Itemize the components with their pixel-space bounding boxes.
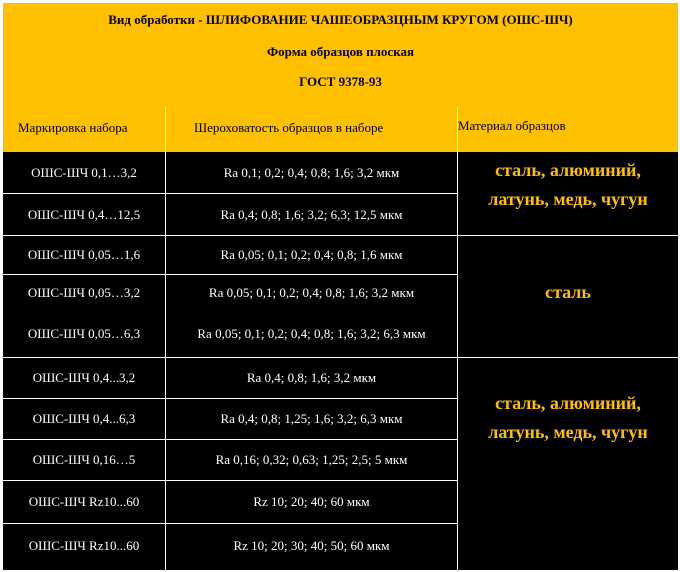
table-row-marking: ОШС-ШЧ 0,4…12,5 xyxy=(27,206,141,222)
standard-number: ГОСТ 9378-93 xyxy=(299,74,382,89)
table-row-marking: ОШС-ШЧ Rz10...60 xyxy=(28,538,140,553)
table-body xyxy=(3,152,678,570)
row-divider xyxy=(3,523,457,524)
table-row-roughness: Ra 0,4; 0,8; 1,25; 1,6; 3,2; 6,3 мкм xyxy=(220,411,403,426)
table-row-marking: ОШС-ШЧ Rz10...60 xyxy=(28,494,140,509)
table-row-roughness: Ra 0,1; 0,2; 0,4; 0,8; 1,6; 3,2 мкм xyxy=(223,164,400,180)
table-row-roughness: Ra 0,16; 0,32; 0,63; 1,25; 2,5; 5 мкм xyxy=(215,452,408,467)
gost-table xyxy=(3,3,678,570)
column-divider xyxy=(165,152,166,570)
processing-type-title: Вид обработки - ШЛИФОВАНИЕ ЧАШЕОБРАЗЦНЫМ КРУГОМ (ОШС-ШЧ) xyxy=(108,12,573,27)
column-header-material-label: Материал образцов xyxy=(458,118,566,133)
row-divider xyxy=(3,235,678,236)
table-row-marking: ОШС-ШЧ 0,05…3,2 xyxy=(27,285,141,300)
material-text: сталь, алюминий, xyxy=(495,160,641,180)
column-divider xyxy=(457,152,458,570)
table-row-roughness: Rz 10; 20; 30; 40; 50; 60 мкм xyxy=(233,538,390,553)
row-divider xyxy=(3,439,457,440)
column-header-marking-label: Маркировка набора xyxy=(18,120,128,135)
column-header-marking xyxy=(3,107,165,152)
material-group-3 xyxy=(458,389,678,447)
column-header-roughness xyxy=(165,107,457,152)
table-row-roughness: Ra 0,4; 0,8; 1,6; 3,2; 6,3; 12,5 мкм xyxy=(220,206,403,222)
material-text: сталь, алюминий, xyxy=(495,393,641,413)
sample-shape: Форма образцов плоская xyxy=(267,44,414,59)
table-row-marking: ОШС-ШЧ 0,4...6,3 xyxy=(32,411,136,426)
table-row-marking: ОШС-ШЧ 0,16…5 xyxy=(32,452,136,467)
column-header-roughness-label: Шероховатость образцов в наборе xyxy=(194,120,384,135)
row-divider xyxy=(3,480,457,481)
row-divider xyxy=(3,357,678,358)
table-row-roughness: Rz 10; 20; 40; 60 мкм xyxy=(253,494,370,509)
table-row-marking: ОШС-ШЧ 0,4...3,2 xyxy=(32,370,136,385)
row-divider xyxy=(3,398,457,399)
table-row-marking: ОШС-ШЧ 0,1…3,2 xyxy=(31,164,137,180)
material-group-2 xyxy=(458,278,678,307)
table-row-marking: ОШС-ШЧ 0,05…1,6 xyxy=(27,247,141,262)
material-text: латунь, медь, чугун xyxy=(488,189,648,209)
header-divider xyxy=(457,107,458,152)
row-divider xyxy=(3,274,457,275)
material-group-1 xyxy=(458,156,678,214)
table-header xyxy=(3,3,678,107)
material-text: сталь xyxy=(545,282,591,302)
column-header-material xyxy=(457,107,678,152)
material-text: латунь, медь, чугун xyxy=(488,422,648,442)
table-row-roughness: Ra 0,05; 0,1; 0,2; 0,4; 0,8; 1,6; 3,2; 6,3 мкм xyxy=(197,326,426,341)
table-row-marking: ОШС-ШЧ 0,05…6,3 xyxy=(27,326,141,341)
row-divider xyxy=(3,193,457,194)
header-divider xyxy=(165,107,166,152)
table-row-roughness: Ra 0,4; 0,8; 1,6; 3,2 мкм xyxy=(246,370,377,385)
table-row-roughness: Ra 0,05; 0,1; 0,2; 0,4; 0,8; 1,6; 3,2 мкм xyxy=(208,285,415,300)
table-row-roughness: Ra 0,05; 0,1; 0,2; 0,4; 0,8; 1,6 мкм xyxy=(220,247,403,262)
